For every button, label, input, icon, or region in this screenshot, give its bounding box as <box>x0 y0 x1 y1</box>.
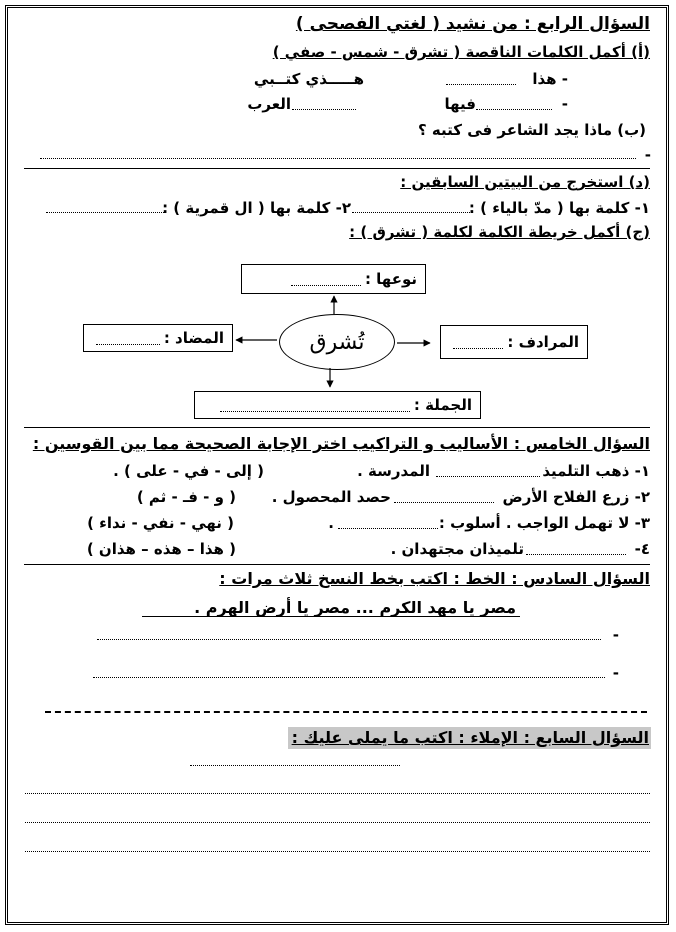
q5-item-3-blank[interactable] <box>338 528 438 529</box>
q5-item-4-blank[interactable] <box>526 554 626 555</box>
q4-d-item-1: ١- كلمة بها ( مدّ بالياء ) : <box>468 199 650 217</box>
q6-dash-1: - <box>612 626 619 644</box>
map-synonym-blank[interactable] <box>453 336 503 349</box>
q5-item-3-text: ٣- لا تهمل الواجب . أسلوب : <box>438 514 650 532</box>
q5-item-2-text2: حصد المحصول . <box>271 488 391 506</box>
map-type-label: نوعها : <box>364 270 417 288</box>
map-sentence-blank[interactable] <box>220 399 410 412</box>
q5-item-3-text2: . <box>328 514 334 532</box>
separator-2 <box>24 427 650 428</box>
q6-line-3[interactable] <box>45 711 647 713</box>
q4-d-item-2: ٢- كلمة بها ( ال قمرية ) : <box>162 199 351 217</box>
map-sentence-label: الجملة : <box>413 396 472 414</box>
q5-item-4-text2: تلميذان مجتهدان . <box>390 540 524 558</box>
map-type-blank[interactable] <box>291 273 361 286</box>
q7-line-4[interactable] <box>25 851 650 852</box>
q4-b-question: (ب) ماذا يجد الشاعر فى كتبه ؟ <box>418 121 646 139</box>
q5-item-3-options: ( نهي - نفي - نداء ) <box>87 514 234 532</box>
q5-item-1-text: ١- ذهب التلميذ <box>542 462 650 480</box>
q4-title: السؤال الرابع : من نشيد ( لغتي الفصحى ) <box>295 14 650 34</box>
q7-line-3[interactable] <box>25 822 650 823</box>
q6-line-2[interactable] <box>93 677 605 678</box>
map-antonym-box[interactable] <box>83 324 233 352</box>
q6-line-1[interactable] <box>97 639 601 640</box>
q4-a-row2-right: - <box>561 95 568 113</box>
q5-item-1-options: ( إلى - في - على ) . <box>113 462 264 480</box>
map-antonym-blank[interactable] <box>96 332 160 345</box>
q5-item-1-blank[interactable] <box>436 476 540 477</box>
q5-item-2-options: ( و - فـ - ثم ) <box>136 488 236 506</box>
q4-a-row2-mid: فيها <box>444 95 476 113</box>
q6-sentence: مصر يا مهد الكرم ... مصر يا أرض الهرم . <box>194 598 516 617</box>
q4-b-dash: - <box>644 146 651 164</box>
q5-title: السؤال الخامس : الأساليب و التراكيب اختر الإجابة الصحيحة مما بين القوسين : <box>32 434 650 453</box>
map-synonym-label: المرادف : <box>507 333 579 351</box>
q5-item-1-text2: المدرسة . <box>357 462 430 480</box>
q4-a-row1-right: - هذا <box>532 70 568 88</box>
q6-sentence-underline <box>142 616 520 617</box>
separator-3 <box>24 564 650 565</box>
map-antonym-label: المضاد : <box>163 329 224 347</box>
map-synonym-box[interactable] <box>440 325 588 359</box>
q5-item-2-text: ٢- زرع الفلاح الأرض <box>502 488 650 506</box>
q4-a-row2-left: العرب <box>247 95 291 113</box>
q4-c-title: (ج) أكمل خريطة الكلمة لكلمة ( تشرق ) : <box>349 223 650 241</box>
q6-title: السؤال السادس : الخط : اكتب بخط النسخ ثلاث مرات : <box>219 569 650 588</box>
q5-item-2-blank[interactable] <box>394 502 494 503</box>
map-sentence-box[interactable] <box>194 391 481 419</box>
q4-part-a-title: (أ) أكمل الكلمات الناقصة ( تشرق - شمس - صفي ) <box>272 43 650 61</box>
q5-item-4-text: ٤- <box>634 540 650 558</box>
q7-line-2[interactable] <box>25 793 650 794</box>
map-type-box[interactable] <box>241 264 426 294</box>
q6-dash-2: - <box>612 664 619 682</box>
q5-item-4-options: ( هذا – هذه – هذان ) <box>86 540 236 558</box>
map-center-word: تُشرق <box>279 314 395 370</box>
q4-a-row1-left: هـــــذي كتــبي <box>253 70 364 88</box>
q7-line-1[interactable] <box>190 765 400 766</box>
q7-title: السؤال السابع : الإملاء : اكتب ما يملى عليك : <box>288 727 651 749</box>
q4-d-title: (د) استخرج من البيتين السابقين : <box>400 173 650 191</box>
